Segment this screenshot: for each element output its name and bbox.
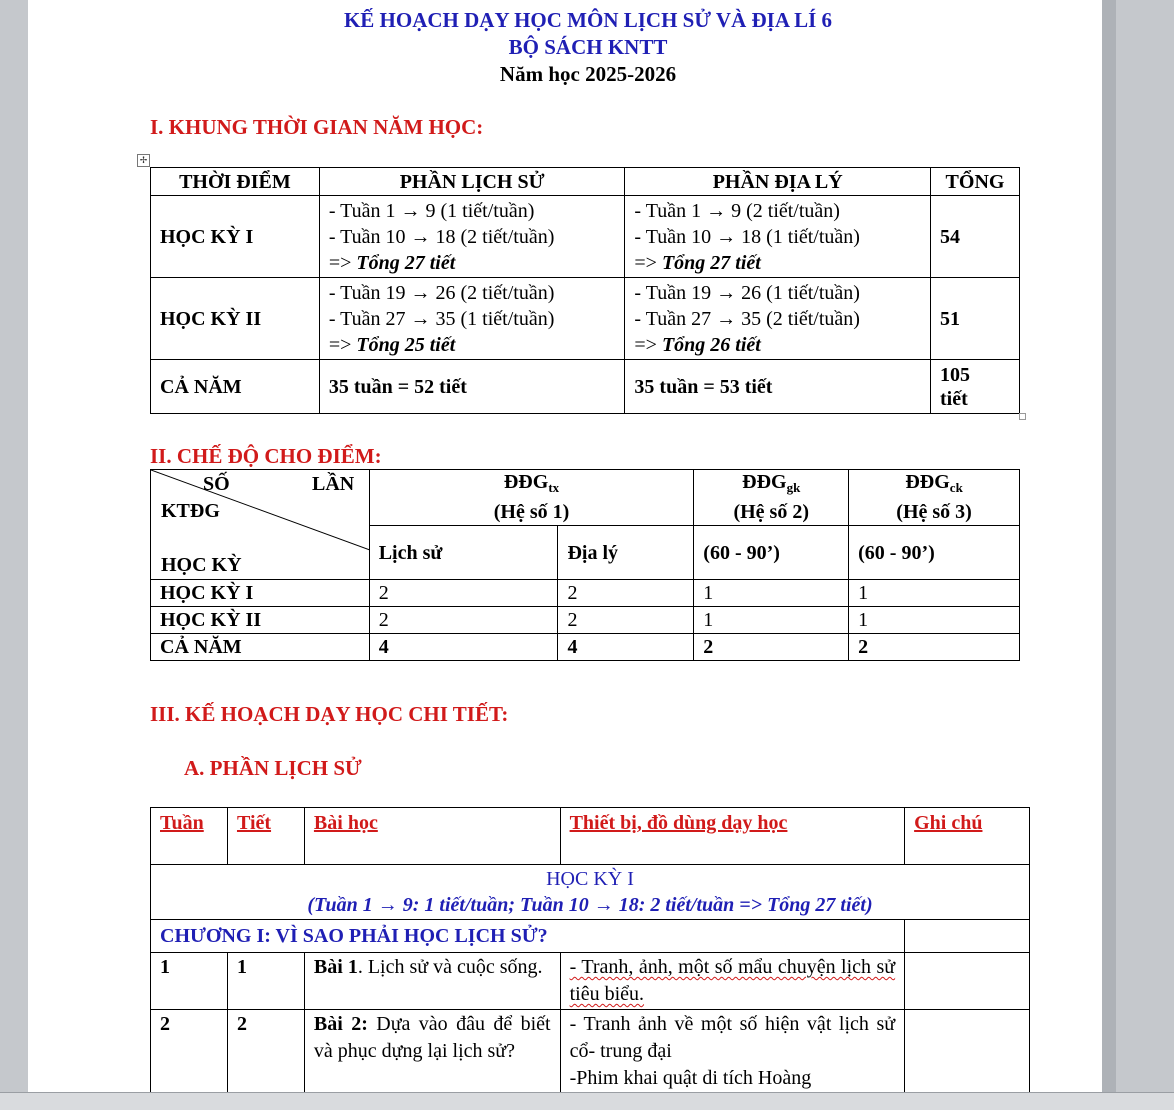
doc-title-line2: BỘ SÁCH KNTT [508,35,668,59]
row-label: CẢ NĂM [151,360,320,414]
section3-heading: III. KẾ HOẠCH DẠY HỌC CHI TIẾT: [150,702,509,726]
col-header-lesson: Bài học [304,808,560,865]
corner-label-hocky: HỌC KỲ [161,554,242,576]
cell-value: 2 [694,634,849,661]
semester-note: (Tuần 1 → 9: 1 tiết/tuần; Tuần 10 → 18: 2 tiết/tuần => Tổng 27 tiết) [307,894,873,916]
history-total: => Tổng 25 tiết [328,333,456,356]
col-header-equipment: Thiết bị, đồ dùng dạy học [560,808,905,865]
time-frame-table [150,167,1020,414]
doc-title-line1: KẾ HOẠCH DẠY HỌC MÔN LỊCH SỬ VÀ ĐỊA LÍ 6 [343,8,833,32]
chapter-note-cell [905,920,1030,953]
row-label: HỌC KỲ I [151,580,370,607]
lesson-cell: Bài 1. Lịch sử và cuộc sống. [304,953,560,1010]
table-row [151,953,1030,1010]
cell-value: 4 [558,634,694,661]
col-header-period: Tiết [227,808,304,865]
corner-label-ktdg: KTĐG [161,500,220,522]
row-label: HỌC KỲ II [151,607,370,634]
cell-value: 2 [558,580,694,607]
table-move-handle-icon[interactable]: ✢ [137,154,150,167]
geo-line: - Tuần 1 → 9 (2 tiết/tuần) [634,199,840,222]
table-row [151,634,1020,661]
col-header-ddg-ck: $ĐĐG_{ck}$ (Hệ số 3) [849,470,1020,526]
geo-total: => Tổng 26 tiết [634,333,761,356]
cell-value: 2 [558,607,694,634]
row-label: HỌC KỲ II [151,278,320,360]
table-row [151,278,1020,360]
section1-heading: I. KHUNG THỜI GIAN NĂM HỌC: [150,115,484,139]
history-line: - Tuần 19 → 26 (2 tiết/tuần) [328,281,555,304]
table-row [151,196,1020,278]
total-cell: 54 [931,196,1020,278]
cell-value: 1 [694,607,849,634]
total-year-value: 105 [940,363,970,386]
cell-value: 2 [369,580,558,607]
grading-table [150,469,1020,661]
subheader-duration-ck: (60 - 90’) [849,526,1020,580]
row-label: HỌC KỲ I [151,196,320,278]
total-cell: 51 [931,278,1020,360]
history-line: - Tuần 27 → 35 (1 tiết/tuần) [328,307,555,330]
geo-year-cell: 35 tuần = 53 tiết [625,360,931,414]
table-row [151,1010,1030,1093]
cell-value: 2 [369,607,558,634]
geo-line: - Tuần 10 → 18 (1 tiết/tuần) [634,225,860,248]
col-header-note: Ghi chú [905,808,1030,865]
equipment-cell [560,1010,905,1093]
equipment-line: - Tranh ảnh về một số hiện vật lịch sử cổ- trung đại [569,1013,896,1062]
corner-header-cell [151,470,370,580]
cell-value: 1 [694,580,849,607]
geo-line: - Tuần 19 → 26 (1 tiết/tuần) [634,281,860,304]
col-header-total: TỔNG [931,168,1020,196]
cell-value: 1 [849,607,1020,634]
col-header-time: THỜI ĐIỂM [151,168,320,196]
col-header-ddg-gk: $ĐĐG_{gk}$ (Hệ số 2) [694,470,849,526]
semester-title: HỌC KỲ I [546,868,634,890]
equipment-cell: - Tranh, ảnh, một số mẩu chuyện lịch sử tiêu biểu. [560,953,905,1010]
subheader-duration-gk: (60 - 90’) [694,526,849,580]
geo-cell [625,196,931,278]
table-row [151,607,1020,634]
cell-value: 4 [369,634,558,661]
note-cell [905,1010,1030,1093]
lesson-plan-table [150,807,1030,1092]
right-gutter [1102,0,1116,1092]
table-resize-handle[interactable] [1019,413,1026,420]
history-cell [319,196,625,278]
history-cell [319,278,625,360]
week-cell: 1 [151,953,228,1010]
week-cell: 2 [151,1010,228,1093]
geo-cell [625,278,931,360]
geo-line: - Tuần 27 → 35 (2 tiết/tuần) [634,307,860,330]
document-page [28,0,1102,1092]
equipment-line: -Phim khai quật di tích Hoàng [569,1067,812,1089]
history-total: => Tổng 27 tiết [328,251,456,274]
total-year-unit: tiết [940,387,968,410]
history-year-cell: 35 tuần = 52 tiết [319,360,625,414]
subheader-geo: Địa lý [558,526,694,580]
section3-subheading: A. PHẦN LỊCH SỬ [184,756,362,780]
history-line: - Tuần 1 → 9 (1 tiết/tuần) [328,199,535,222]
period-cell: 2 [227,1010,304,1093]
col-header-geo: PHẦN ĐỊA LÝ [625,168,931,196]
chapter-title: CHƯƠNG I: VÌ SAO PHẢI HỌC LỊCH SỬ? [151,920,905,953]
period-cell: 1 [227,953,304,1010]
col-header-week: Tuần [151,808,228,865]
doc-title-line3: Năm học 2025-2026 [499,62,677,86]
history-line: - Tuần 10 → 18 (2 tiết/tuần) [328,225,555,248]
cell-value: 2 [849,634,1020,661]
total-year-cell [931,360,1020,414]
table-row [151,580,1020,607]
corner-label-so: SỐ [203,473,230,495]
note-cell [905,953,1030,1010]
table-row [151,360,1020,414]
section2-heading: II. CHẾ ĐỘ CHO ĐIỂM: [150,444,382,468]
semester-header-cell [151,865,1030,920]
geo-total: => Tổng 27 tiết [634,251,761,274]
col-header-ddg-tx: $ĐĐG_{tx}$ (Hệ số 1) [369,470,694,526]
status-bar [0,1092,1174,1110]
row-label: CẢ NĂM [151,634,370,661]
col-header-history: PHẦN LỊCH SỬ [319,168,625,196]
subheader-history: Lịch sử [369,526,558,580]
corner-label-lan: LẦN [312,473,355,495]
cell-value: 1 [849,580,1020,607]
lesson-cell: Bài 2: Dựa vào đâu để biết và phục dựng lại lịch sử? [304,1010,560,1093]
